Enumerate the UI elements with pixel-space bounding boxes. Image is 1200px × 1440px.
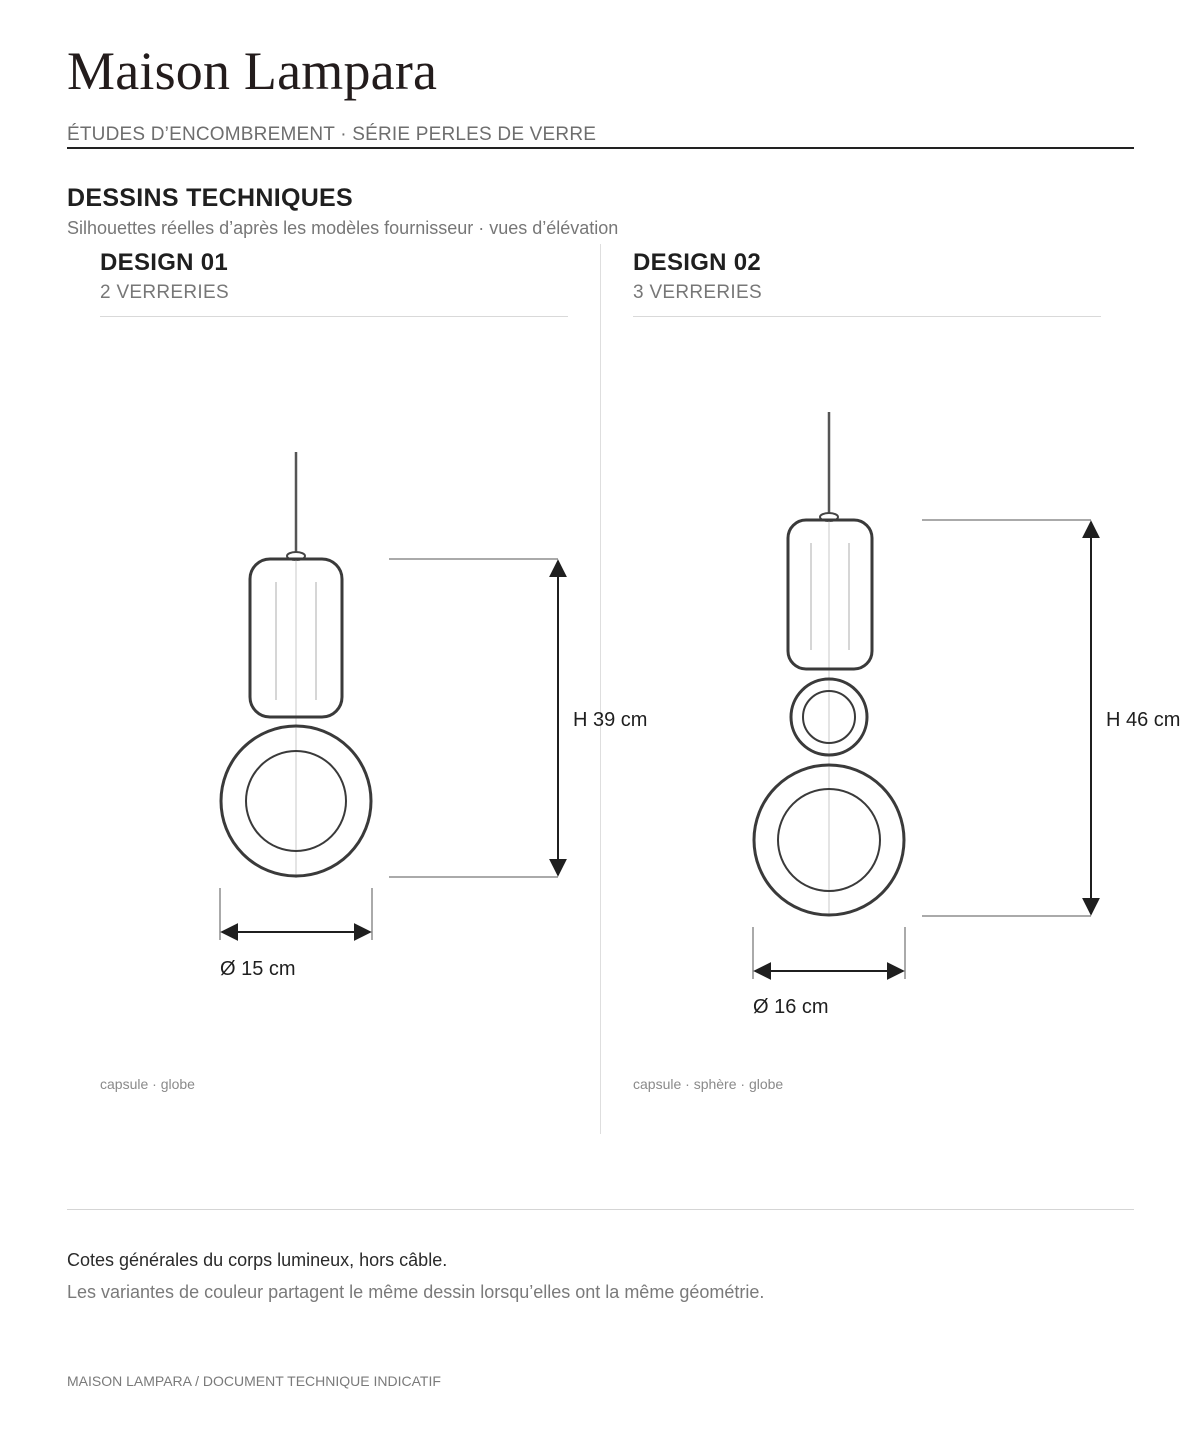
design-01-height-label: H 39 cm [573, 709, 648, 731]
note-primary: Cotes générales du corps lumineux, hors câble. [67, 1250, 448, 1270]
section-subtitle: Silhouettes réelles d’après les modèles fournisseur · vues d’élévation [67, 218, 619, 238]
design-02-lamp [754, 412, 904, 916]
document-footer: MAISON LAMPARA / DOCUMENT TECHNIQUE INDICATIF [67, 1373, 441, 1389]
note-secondary: Les variantes de couleur partagent le même dessin lorsqu’elles ont la même géométrie. [67, 1282, 765, 1302]
series-subtitle: ÉTUDES D’ENCOMBREMENT · SÉRIE PERLES DE VERRE [67, 124, 597, 145]
design-02-title: DESIGN 02 [633, 249, 762, 276]
design-02-diameter-label: Ø 16 cm [753, 996, 829, 1018]
design-02-caption: capsule · sphère · globe [633, 1076, 784, 1092]
brand-title: Maison Lampara [67, 41, 438, 101]
section-title: DESSINS TECHNIQUES [67, 184, 354, 212]
design-01-subtitle: 2 VERRERIES [100, 282, 229, 303]
footer-rule [67, 1209, 1134, 1210]
design-02-diameter-dimension [753, 927, 905, 979]
design-01-lamp [221, 452, 371, 878]
design-01-height-dimension [389, 559, 558, 877]
design-02-height-label: H 46 cm [1106, 709, 1181, 731]
design-01-diameter-label: Ø 15 cm [220, 958, 296, 980]
design-02-capsule [788, 520, 872, 669]
design-02-subtitle: 3 VERRERIES [633, 282, 762, 303]
design-01-caption: capsule · globe [100, 1076, 195, 1092]
design-01-title: DESIGN 01 [100, 249, 229, 276]
design-02-height-dimension [922, 520, 1091, 916]
design-01-diameter-dimension [220, 888, 372, 940]
